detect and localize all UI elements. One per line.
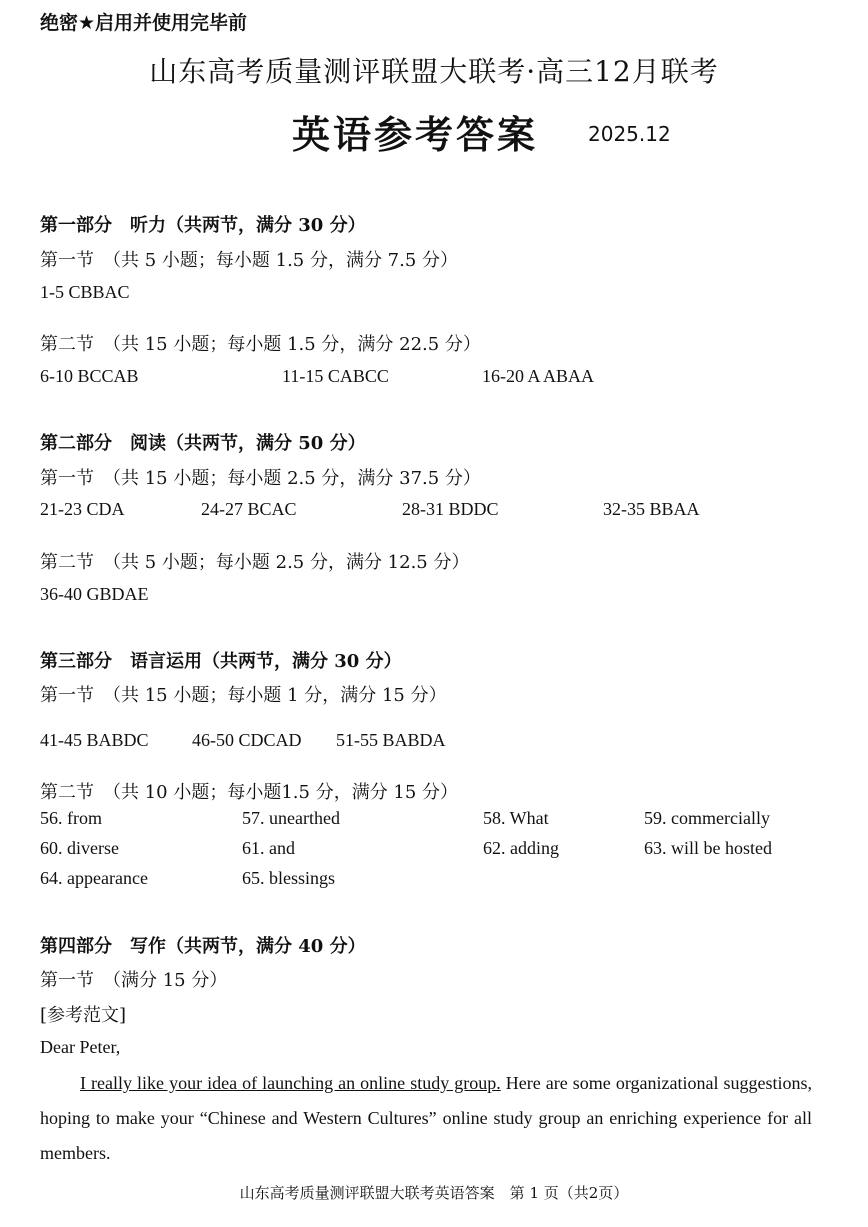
part1-sec2-title: 第二节 （共 15 小题；每小题 1.5 分，满分 22.5 分） — [40, 334, 481, 355]
answer-group: 16-20 A ABAA — [482, 366, 595, 386]
part4-title: 第四部分 写作（共两节，满分 40 分） — [40, 936, 366, 957]
part3-sec1-title: 第一节 （共 15 小题；每小题 1 分，满分 15 分） — [40, 685, 447, 706]
part2-title: 第二部分 阅读（共两节，满分 50 分） — [40, 433, 366, 454]
part2-sec2-title: 第二节 （共 5 小题；每小题 2.5 分，满分 12.5 分） — [40, 552, 470, 573]
part4-sec1-title: 第一节 （满分 15 分） — [40, 970, 228, 991]
model-essay-label: [参考范文] — [40, 1005, 127, 1026]
secret-notice: 绝密★启用并使用完毕前 — [40, 12, 248, 34]
part3-title: 第三部分 语言运用（共两节，满分 30 分） — [40, 651, 402, 672]
blank-answer: 59. commercially — [644, 808, 770, 828]
answer-group: 21-23 CDA — [40, 499, 125, 519]
part2-sec1-title: 第一节 （共 15 小题；每小题 2.5 分，满分 37.5 分） — [40, 468, 481, 489]
answer-group: 46-50 CDCAD — [192, 730, 302, 750]
blank-answer: 65. blessings — [242, 868, 336, 888]
answer-group: 1-5 CBBAC — [40, 282, 130, 302]
underlined-sentence: I really like your idea of launching an online study group. — [80, 1073, 501, 1093]
answer-group: 36-40 GBDAE — [40, 584, 149, 604]
answer-group: 41-45 BABDC — [40, 730, 149, 750]
exam-title: 山东高考质量测评联盟大联考·高三12月联考 — [149, 55, 719, 88]
letter-greeting: Dear Peter, — [40, 1037, 121, 1057]
part1-title: 第一部分 听力（共两节，满分 30 分） — [40, 215, 366, 236]
document-date: 2025.12 — [588, 122, 671, 146]
answer-group: 28-31 BDDC — [402, 499, 499, 519]
blank-answer: 62. adding — [483, 838, 559, 858]
answer-group: 32-35 BBAA — [603, 499, 700, 519]
letter-paragraph — [40, 1066, 812, 1171]
answer-group: 11-15 CABCC — [282, 366, 389, 386]
answer-group: 6-10 BCCAB — [40, 366, 139, 386]
blank-answer: 58. What — [483, 808, 549, 828]
paragraph-rest: Here are some organizational suggestions, hoping to make your “Chinese and Western Cultures” online study group an enriching experience for all members. — [40, 1073, 813, 1163]
blank-answer: 60. diverse — [40, 838, 119, 858]
page-footer: 山东高考质量测评联盟大联考英语答案 第 1 页（共2页） — [239, 1184, 629, 1202]
document-title: 英语参考答案 — [292, 113, 539, 157]
answer-group: 51-55 BABDA — [336, 730, 446, 750]
blank-answer: 64. appearance — [40, 868, 148, 888]
part3-sec2-title: 第二节 （共 10 小题；每小题1.5 分，满分 15 分） — [40, 782, 459, 803]
blank-answer: 63. will be hosted — [644, 838, 772, 858]
blank-answer: 56. from — [40, 808, 102, 828]
blank-answer: 61. and — [242, 838, 295, 858]
blank-answer: 57. unearthed — [242, 808, 340, 828]
part1-sec1-title: 第一节 （共 5 小题；每小题 1.5 分，满分 7.5 分） — [40, 250, 459, 271]
answer-group: 24-27 BCAC — [201, 499, 297, 519]
